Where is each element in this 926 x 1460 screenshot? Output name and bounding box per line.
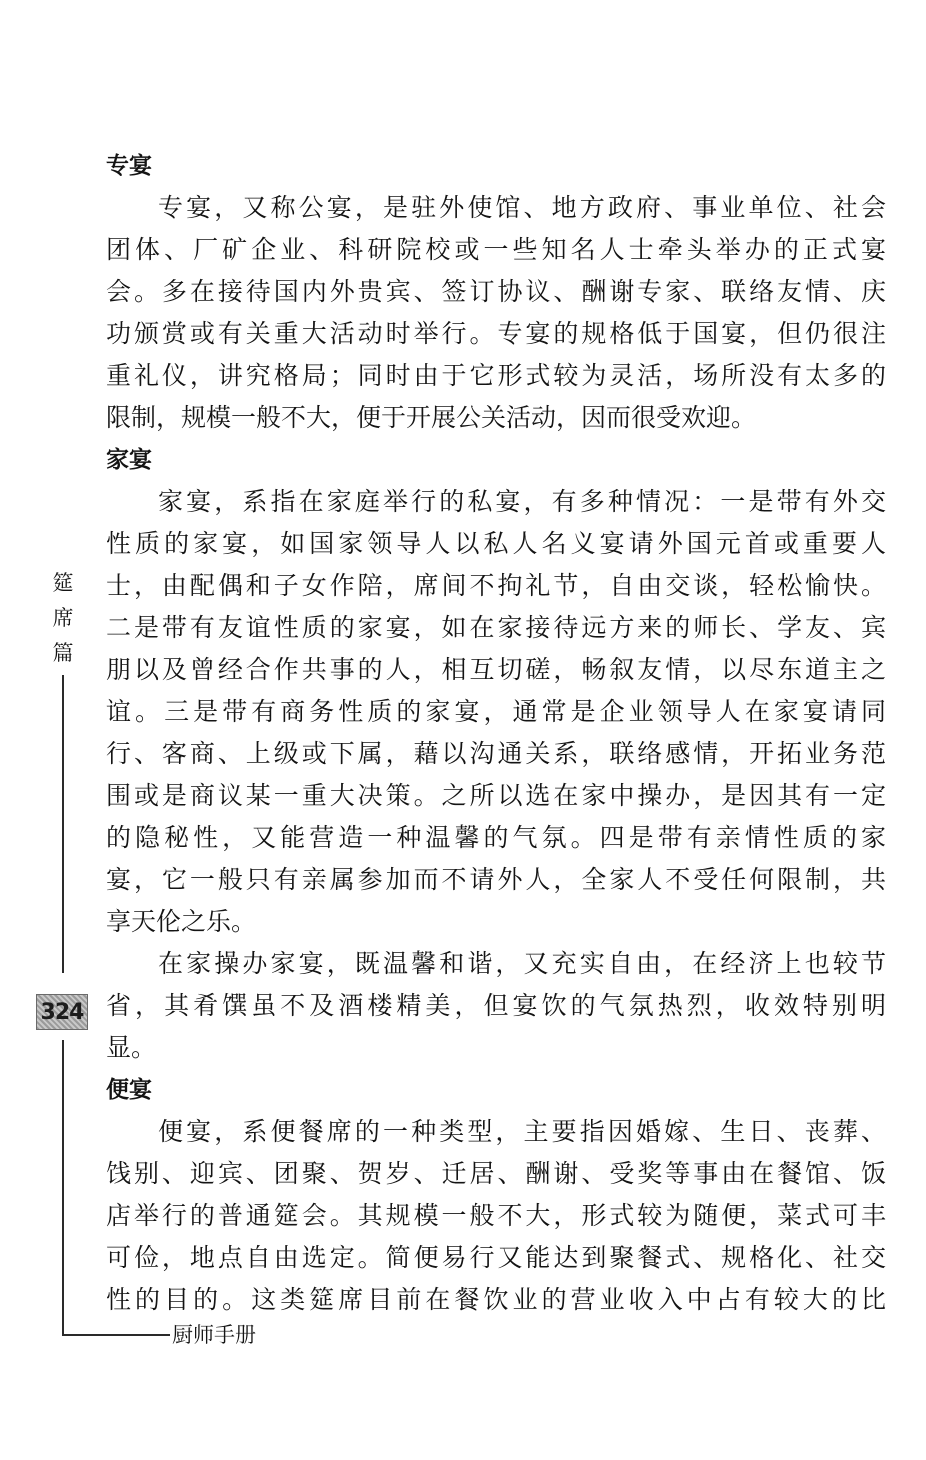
text-line: 性质的家宴，如国家领导人以私人名义宴请外国元首或重要人 [106,529,886,558]
text-line: 显。 [106,1033,157,1062]
text-line: 谊。三是带有商务性质的家宴，通常是企业领导人在家宴请同 [106,697,886,726]
page-number-box [36,994,88,1030]
text-line: 专宴，又称公宴，是驻外使馆、地方政府、事业单位、社会 [158,193,886,222]
section-heading-jiayan: 家宴 [106,447,152,473]
footer-rule [62,1334,170,1336]
text-line: 行、客商、上级或下属，藉以沟通关系，联络感情，开拓业务范 [106,739,886,768]
book-title-footer: 厨师手册 [172,1323,256,1347]
text-line: 会。多在接待国内外贵宾、签订协议、酬谢专家、联络友情、庆 [106,277,886,306]
page-number: 324 [40,999,84,1025]
section-heading-bianyan: 便宴 [106,1077,152,1103]
text-line: 饯别、迎宾、团聚、贺岁、迁居、酬谢、受奖等事由在餐馆、饭 [106,1159,886,1188]
text-line: 便宴，系便餐席的一种类型，主要指因婚嫁、生日、丧葬、 [158,1117,886,1146]
text-line: 在家操办家宴，既温馨和谐，又充实自由，在经济上也较节 [158,949,886,978]
text-line: 享天伦之乐。 [106,907,257,936]
text-line: 可俭，地点自由选定。简便易行又能达到聚餐式、规格化、社交 [106,1243,886,1272]
text-column [106,145,886,1321]
text-line: 围或是商议某一重大决策。之所以选在家中操办，是因其有一定 [106,781,886,810]
text-line: 士，由配偶和子女作陪，席间不拘礼节，自由交谈，轻松愉快。 [106,571,886,600]
side-label-char: 篇 [52,641,74,665]
text-line: 性的目的。这类筵席目前在餐饮业的营业收入中占有较大的比 [106,1285,886,1314]
text-line: 家宴，系指在家庭举行的私宴，有多种情况：一是带有外交 [158,487,886,516]
text-line: 朋以及曾经合作共事的人，相互切磋，畅叙友情，以尽东道主之 [106,655,886,684]
text-line: 团体、厂矿企业、科研院校或一些知名人士牵头举办的正式宴 [106,235,886,264]
text-line: 功颁赏或有关重大活动时举行。专宴的规格低于国宴，但仍很注 [106,319,886,348]
text-line: 二是带有友谊性质的家宴，如在家接待远方来的师长、学友、宾 [106,613,886,642]
text-line: 的隐秘性，又能营造一种温馨的气氛。四是带有亲情性质的家 [106,823,886,852]
text-line: 省，其肴馔虽不及酒楼精美，但宴饮的气氛热烈，收效特别明 [106,991,886,1020]
text-line: 重礼仪，讲究格局；同时由于它形式较为灵活，场所没有太多的 [106,361,886,390]
section-heading-zhuanyan: 专宴 [106,153,152,179]
side-label-char: 席 [52,606,74,630]
text-line: 店举行的普通筵会。其规模一般不大，形式较为随便，菜式可丰 [106,1201,886,1230]
text-line: 宴，它一般只有亲属参加而不请外人，全家人不受任何限制，共 [106,865,886,894]
chapter-side-label [50,566,76,671]
margin-rule [62,1040,64,1336]
text-line: 限制，规模一般不大，便于开展公关活动，因而很受欢迎。 [106,403,757,432]
side-label-char: 筵 [52,571,74,595]
margin-rule [62,675,64,973]
